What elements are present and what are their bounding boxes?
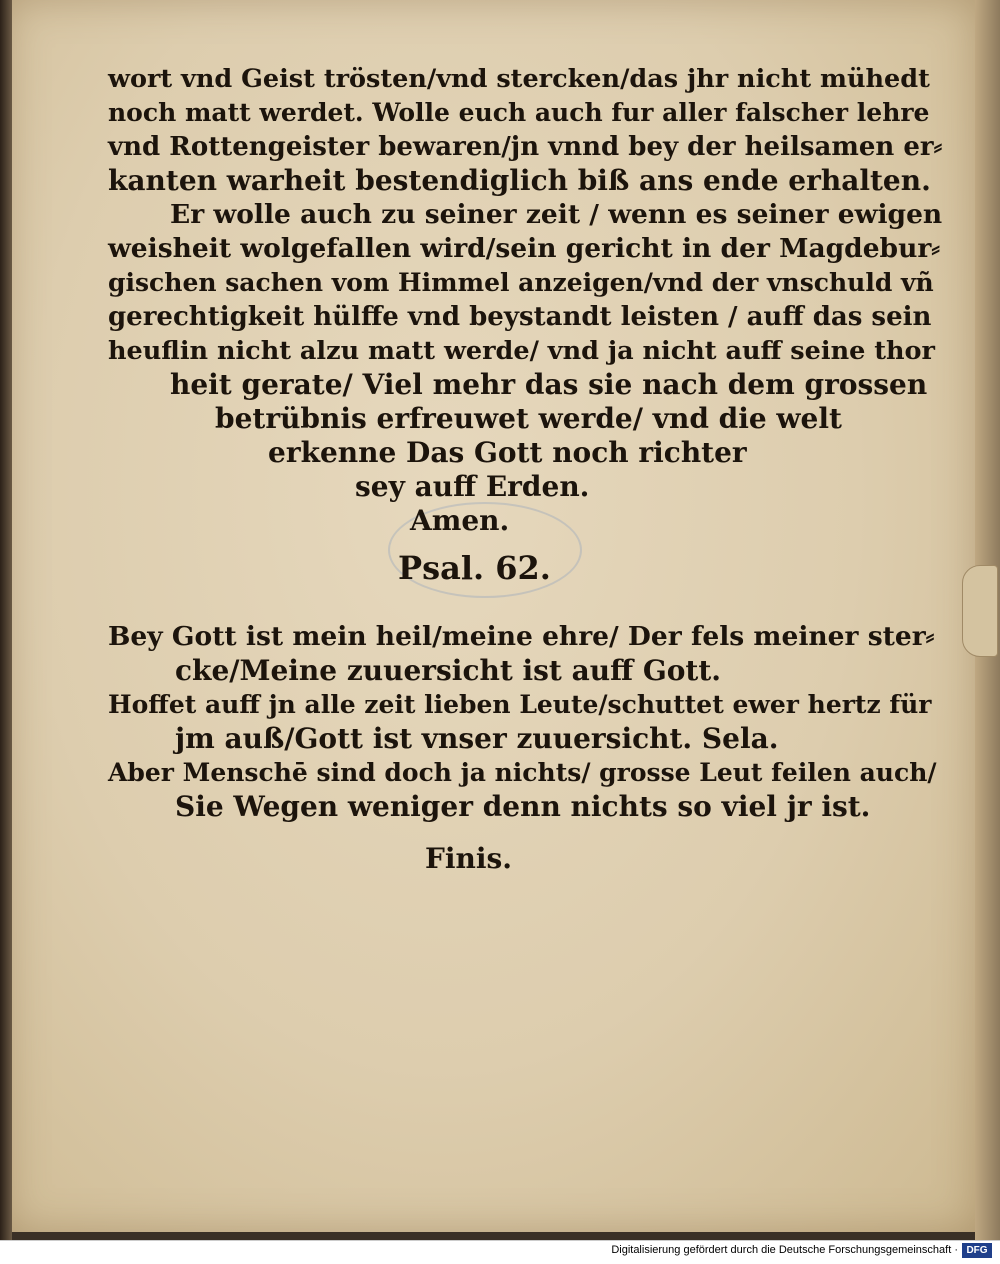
book-spine — [0, 0, 12, 1240]
prayer-line: gischen sachen vom Himmel anzeigen/vnd der vnschuld vñ — [108, 268, 934, 297]
prayer-line: erkenne Das Gott noch richter — [268, 436, 747, 469]
psalm-line: Bey Gott ist mein heil/meine ehre/ Der fels meiner ster⸗ — [108, 621, 935, 652]
prayer-line: kanten warheit bestendiglich biß ans ende erhalten. — [108, 164, 931, 197]
amen-line: Amen. — [410, 504, 510, 537]
psalm-heading: Psal. 62. — [398, 549, 551, 587]
psalm-line: Aber Menschē sind doch ja nichts/ grosse Leut feilen auch/ — [108, 758, 937, 787]
prayer-line: wort vnd Geist trösten/vnd stercken/das jhr nicht mühedt — [108, 64, 930, 94]
prayer-line: heit gerate/ Viel mehr das sie nach dem grossen — [170, 368, 928, 401]
prayer-line: noch matt werdet. Wolle euch auch fur aller falscher lehre — [108, 98, 930, 127]
psalm-line: jm auß/Gott ist vnser zuuersicht. Sela. — [175, 722, 779, 755]
psalm-line: cke/Meine zuuersicht ist auff Gott. — [175, 654, 722, 687]
dfg-logo-icon[interactable]: DFG — [962, 1243, 992, 1258]
prayer-line: Er wolle auch zu seiner zeit / wenn es seiner ewigen — [170, 199, 943, 230]
prayer-line: sey auff Erden. — [355, 470, 590, 503]
page-tab — [962, 565, 998, 657]
prayer-line: weisheit wolgefallen wird/sein gericht in der Magdebur⸗ — [108, 233, 941, 264]
footer-credit: Digitalisierung gefördert durch die Deutsche Forschungsgemeinschaft · — [611, 1244, 958, 1256]
prayer-line: heuflin nicht alzu matt werde/ vnd ja nicht auff seine thor — [108, 336, 935, 366]
psalm-line: Hoffet auff jn alle zeit lieben Leute/schuttet ewer hertz für — [108, 690, 932, 719]
prayer-line: vnd Rottengeister bewaren/jn vnnd bey der heilsamen er⸗ — [108, 132, 943, 162]
psalm-line: Sie Wegen weniger denn nichts so viel jr ist. — [175, 790, 871, 823]
prayer-line: betrübnis erfreuwet werde/ vnd die welt — [215, 402, 842, 435]
finis-line: Finis. — [425, 842, 513, 875]
prayer-line: gerechtigkeit hülffe vnd beystandt leisten / auff das sein — [108, 302, 932, 332]
